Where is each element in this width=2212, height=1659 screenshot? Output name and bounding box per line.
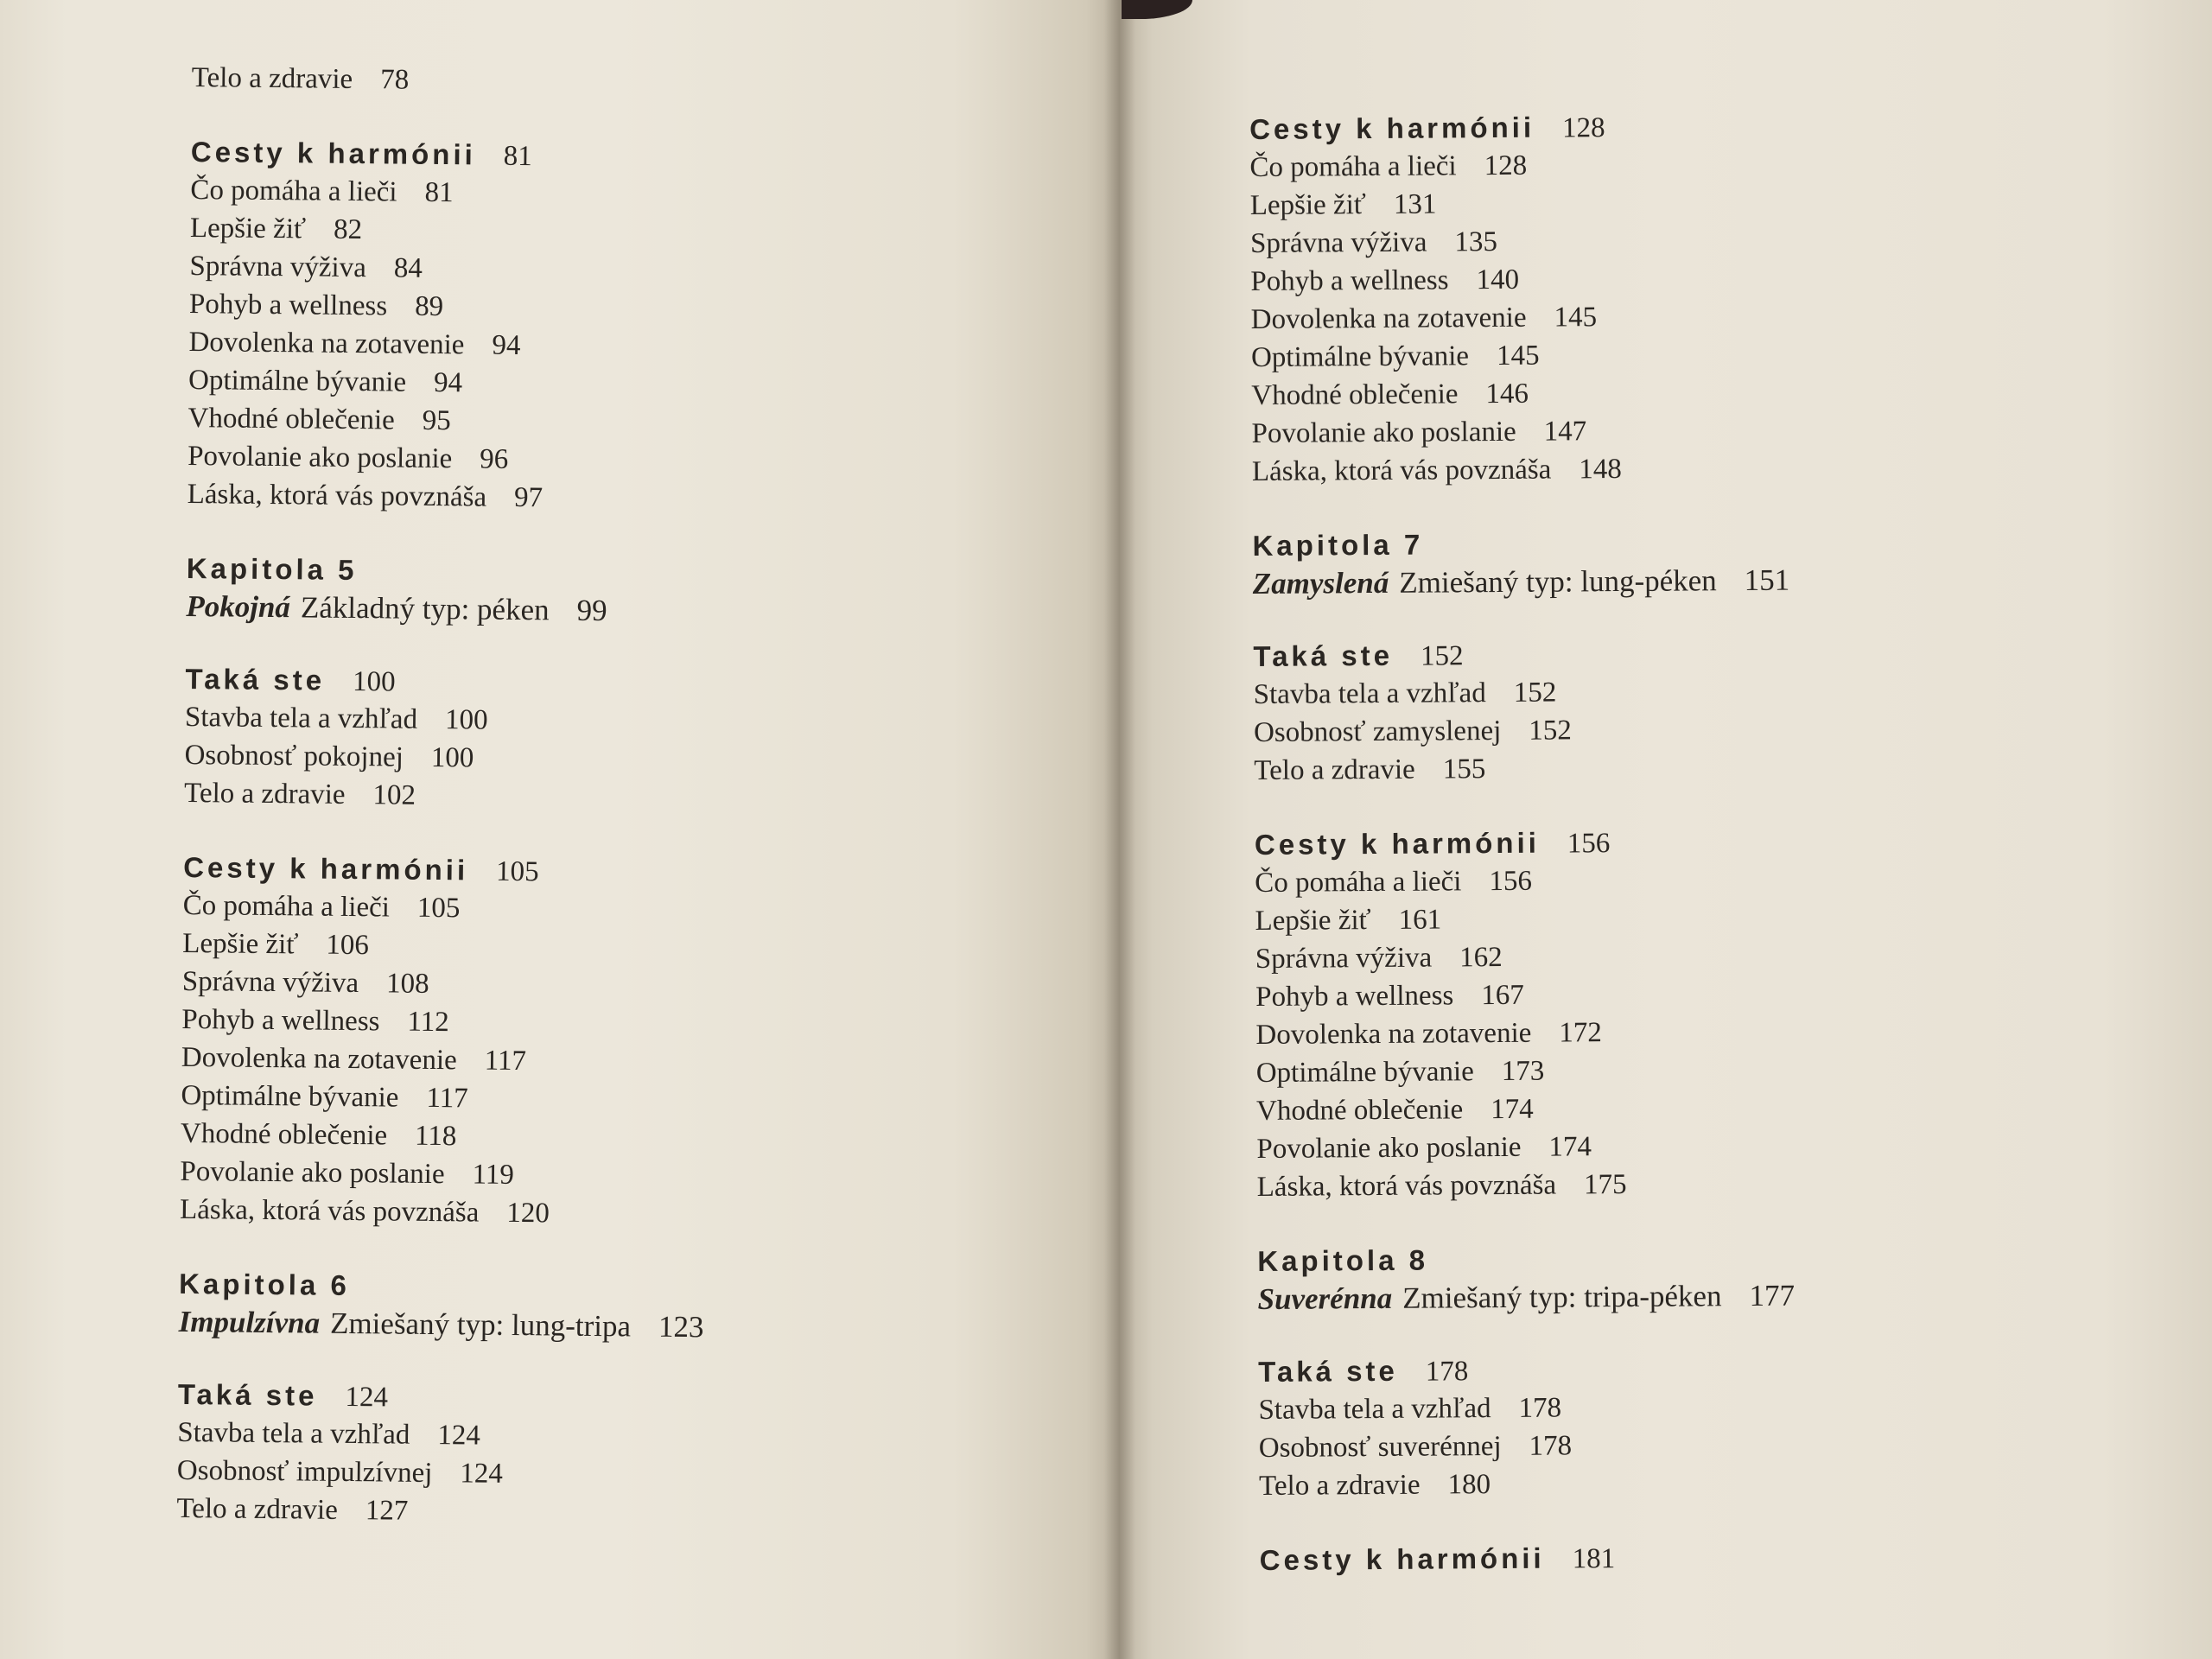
- chapter-heading: [187, 550, 712, 593]
- page-number: 146: [1485, 378, 1529, 410]
- page-number: 156: [1567, 828, 1611, 860]
- chapter-name: Zamyslená: [1252, 565, 1389, 601]
- toc-entry: [1254, 672, 1791, 714]
- toc-entry: [184, 736, 709, 779]
- toc-entry: [1255, 937, 1793, 978]
- toc-entry: [188, 361, 714, 404]
- toc-entry: [181, 1115, 706, 1158]
- entry-text: Čo pomáha a lieči: [190, 174, 397, 208]
- page-number: 100: [430, 741, 474, 774]
- page-number: 106: [326, 929, 370, 962]
- toc-entry: [180, 1153, 705, 1196]
- entry-text: Kapitola 6: [178, 1267, 351, 1301]
- entry-text: Čo pomáha a lieči: [182, 889, 391, 924]
- entry-text: Vhodné oblečenie: [1255, 1094, 1464, 1127]
- page-number: 94: [433, 366, 463, 399]
- entry-text: Taká ste: [1253, 639, 1394, 672]
- entry-text: Vhodné oblečenie: [180, 1117, 388, 1152]
- chapter-heading: [1252, 524, 1789, 565]
- page-number: 178: [1529, 1430, 1573, 1462]
- entry-text: Lepšie žiť: [1249, 189, 1367, 221]
- toc-entry: [188, 323, 714, 366]
- page-number: 96: [480, 443, 509, 475]
- section-heading: [1260, 1538, 1797, 1580]
- entry-text: Láska, ktorá vás povznáša: [187, 478, 487, 513]
- toc-entry: [1252, 449, 1789, 491]
- page-number: 100: [352, 665, 396, 698]
- toc-entry: [181, 1039, 707, 1082]
- page-number: 120: [506, 1197, 550, 1230]
- entry-text: Osobnosť suverénnej: [1258, 1431, 1502, 1464]
- page-number: 128: [1561, 112, 1605, 144]
- page-number: 124: [345, 1381, 389, 1414]
- entry-text: Dovolenka na zotavenie: [181, 1041, 457, 1077]
- entry-text: Správna výživa: [1249, 226, 1427, 259]
- page-number: 175: [1583, 1168, 1627, 1201]
- chapter-title: [1257, 1277, 1795, 1319]
- page-number: 89: [414, 290, 444, 323]
- toc-entry: [1257, 1165, 1795, 1206]
- entry-text: Láska, ktorá vás povznáša: [179, 1193, 480, 1229]
- entry-text: Povolanie ako poslanie: [180, 1155, 445, 1191]
- page-number: 108: [385, 968, 429, 1000]
- page-number: 156: [1489, 865, 1533, 898]
- page-number: 178: [1518, 1392, 1562, 1424]
- entry-text: Optimálne bývanie: [1250, 340, 1470, 373]
- page-number: 123: [658, 1309, 704, 1344]
- page-number: 102: [372, 779, 416, 811]
- page-number: 135: [1454, 226, 1498, 258]
- entry-text: Kapitola 5: [186, 551, 358, 587]
- toc-entry: [183, 887, 709, 930]
- entry-text: Povolanie ako poslanie: [1251, 416, 1516, 449]
- section-heading: [1258, 1350, 1796, 1391]
- entry-text: Zmiešaný typ: tripa-péken: [1402, 1279, 1722, 1315]
- chapter-name: Suverénna: [1257, 1281, 1393, 1316]
- entry-text: Láska, ktorá vás povznáša: [1256, 1169, 1557, 1203]
- entry-text: Kapitola 8: [1257, 1243, 1429, 1277]
- toc-entry: [192, 59, 717, 102]
- entry-text: Láska, ktorá vás povznáša: [1251, 454, 1552, 487]
- entry-text: Pohyb a wellness: [181, 1003, 380, 1038]
- chapter-title: [1253, 562, 1790, 603]
- page-number: 173: [1501, 1055, 1545, 1087]
- page-number: 140: [1476, 264, 1520, 296]
- right-page: [1120, 0, 2212, 1659]
- entry-text: Dovolenka na zotavenie: [1250, 302, 1527, 335]
- toc-entry: [1258, 1388, 1796, 1429]
- page-number: 174: [1491, 1093, 1534, 1126]
- toc-entry: [190, 209, 715, 252]
- entry-text: Kapitola 7: [1252, 528, 1424, 562]
- toc-entry: [188, 437, 713, 480]
- entry-text: Optimálne bývanie: [1255, 1056, 1474, 1089]
- chapter-heading: [179, 1265, 704, 1308]
- entry-text: Zmiešaný typ: lung-péken: [1399, 563, 1717, 600]
- entry-text: Osobnosť impulzívnej: [176, 1454, 433, 1490]
- page-number: 181: [1572, 1543, 1616, 1575]
- entry-text: Povolanie ako poslanie: [187, 440, 453, 475]
- chapter-name: Impulzívna: [178, 1304, 321, 1340]
- page-number: 131: [1393, 188, 1437, 220]
- toc-entry: [181, 1001, 707, 1044]
- section-heading: [178, 1376, 703, 1419]
- page-number: 161: [1398, 904, 1442, 936]
- entry-text: Cesty k harmónii: [190, 135, 476, 171]
- page-number: 162: [1459, 941, 1503, 974]
- page-number: 177: [1749, 1278, 1796, 1313]
- page-number: 128: [1484, 149, 1528, 182]
- toc-entry: [1255, 861, 1792, 902]
- toc-entry: [176, 1490, 702, 1533]
- page-number: 95: [422, 404, 451, 437]
- toc-entry: [1250, 183, 1788, 225]
- page-number: 172: [1559, 1017, 1602, 1049]
- entry-text: Lepšie žiť: [189, 212, 307, 245]
- entry-text: Základný typ: péken: [300, 590, 550, 627]
- toc-entry: [1251, 411, 1789, 453]
- page-number: 152: [1513, 677, 1557, 709]
- toc-entry: [1251, 297, 1789, 339]
- entry-text: Dovolenka na zotavenie: [188, 326, 465, 361]
- chapter-heading: [1257, 1239, 1795, 1281]
- entry-text: Taká ste: [177, 1377, 318, 1412]
- entry-text: Telo a zdravie: [1254, 753, 1415, 786]
- toc-entry: [184, 774, 709, 817]
- entry-text: Optimálne bývanie: [188, 364, 407, 398]
- toc-entry: [180, 1191, 705, 1234]
- page-number: 152: [1420, 640, 1464, 672]
- toc-entry: [1254, 710, 1791, 752]
- page-number: 99: [576, 593, 607, 628]
- entry-text: Cesty k harmónii: [183, 850, 469, 887]
- entry-text: Zmiešaný typ: lung-tripa: [329, 1306, 632, 1344]
- toc-entry: [1251, 373, 1789, 415]
- left-table-of-contents: [176, 59, 717, 1533]
- toc-entry: [1255, 899, 1792, 940]
- entry-text: Lepšie žiť: [182, 927, 299, 961]
- entry-text: Cesty k harmónii: [1254, 826, 1540, 861]
- page-number: 155: [1442, 753, 1486, 785]
- entry-text: Dovolenka na zotavenie: [1255, 1017, 1532, 1051]
- page-number: 174: [1548, 1131, 1592, 1163]
- entry-text: Pohyb a wellness: [1250, 264, 1449, 297]
- page-number: 94: [492, 329, 521, 362]
- section-heading: [183, 849, 709, 892]
- entry-text: Taká ste: [185, 662, 326, 696]
- page-number: 119: [472, 1159, 515, 1191]
- toc-entry: [177, 1414, 702, 1457]
- page-number: 118: [414, 1120, 457, 1153]
- entry-text: Taká ste: [1258, 1354, 1398, 1388]
- toc-entry: [1250, 259, 1788, 301]
- entry-text: Optimálne bývanie: [181, 1079, 399, 1114]
- page-number: 180: [1447, 1469, 1491, 1501]
- page-number: 82: [333, 213, 363, 246]
- entry-text: Čo pomáha a lieči: [1255, 866, 1462, 899]
- page-number: 148: [1579, 454, 1622, 486]
- toc-entry: [1259, 1464, 1796, 1505]
- page-number: 105: [495, 855, 539, 888]
- page-number: 117: [484, 1045, 527, 1077]
- page-number: 97: [513, 481, 543, 514]
- entry-text: Stavba tela a vzhľad: [184, 701, 418, 735]
- page-number: 100: [444, 704, 488, 736]
- entry-text: Cesty k harmónii: [1249, 111, 1535, 145]
- right-table-of-contents: [1249, 107, 1796, 1580]
- entry-text: Stavba tela a vzhľad: [1253, 677, 1486, 710]
- toc-entry: [189, 247, 715, 290]
- entry-text: Osobnosť zamyslenej: [1253, 715, 1502, 748]
- entry-text: Pohyb a wellness: [188, 288, 388, 322]
- entry-text: Lepšie žiť: [1255, 905, 1371, 937]
- toc-entry: [188, 399, 713, 442]
- page-number: 178: [1425, 1356, 1469, 1388]
- page-number: 124: [460, 1458, 504, 1490]
- toc-entry: [182, 925, 708, 968]
- toc-entry: [181, 1077, 706, 1120]
- toc-entry: [1256, 1051, 1794, 1092]
- toc-entry: [1259, 1426, 1796, 1467]
- entry-text: Stavba tela a vzhľad: [177, 1416, 410, 1451]
- chapter-title: [186, 588, 711, 631]
- page-number: 124: [437, 1420, 481, 1452]
- page-number: 78: [379, 64, 410, 96]
- book-gutter: [1104, 0, 1135, 1659]
- page-number: 81: [424, 176, 454, 209]
- page-number: 105: [416, 892, 461, 925]
- entry-text: Vhodné oblečenie: [188, 402, 395, 436]
- page-number: 117: [426, 1082, 468, 1115]
- chapter-title: [178, 1303, 703, 1346]
- entry-text: Správna výživa: [1255, 942, 1433, 975]
- entry-text: Telo a zdravie: [1258, 1469, 1421, 1502]
- page-number: 152: [1529, 715, 1572, 747]
- toc-entry: [1249, 145, 1787, 187]
- page-number: 81: [503, 140, 532, 173]
- toc-entry: [185, 698, 710, 741]
- entry-text: Vhodné oblečenie: [1251, 378, 1459, 411]
- entry-text: Osobnosť pokojnej: [184, 739, 404, 773]
- entry-text: Telo a zdravie: [183, 777, 346, 810]
- toc-entry: [1250, 221, 1788, 263]
- section-heading: [1253, 634, 1790, 676]
- toc-entry: [1255, 1013, 1793, 1054]
- entry-text: Pohyb a wellness: [1255, 980, 1454, 1013]
- toc-entry: [187, 475, 712, 518]
- section-heading: [191, 133, 716, 176]
- entry-text: Čo pomáha a lieči: [1249, 150, 1457, 183]
- entry-text: Telo a zdravie: [176, 1492, 339, 1526]
- entry-text: Cesty k harmónii: [1259, 1541, 1545, 1576]
- section-heading: [1249, 107, 1787, 149]
- page-number: 151: [1744, 563, 1790, 598]
- toc-entry: [190, 171, 715, 214]
- chapter-name: Pokojná: [186, 588, 291, 625]
- toc-entry: [1256, 1089, 1794, 1130]
- page-number: 167: [1481, 979, 1524, 1012]
- toc-entry: [182, 963, 708, 1006]
- page-number: 112: [407, 1006, 449, 1039]
- entry-text: Povolanie ako poslanie: [1256, 1131, 1522, 1165]
- section-heading: [185, 660, 710, 703]
- page-number: 145: [1496, 340, 1540, 372]
- toc-entry: [1255, 975, 1793, 1016]
- page-number: 127: [365, 1495, 409, 1527]
- page-number: 145: [1554, 302, 1598, 334]
- entry-text: Telo a zdravie: [191, 61, 353, 95]
- toc-entry: [1256, 1127, 1794, 1168]
- toc-entry: [177, 1452, 702, 1495]
- toc-entry: [1251, 335, 1789, 377]
- page-number: 147: [1543, 416, 1587, 448]
- toc-entry: [1254, 748, 1791, 790]
- section-heading: [1255, 823, 1792, 864]
- entry-text: Správna výživa: [189, 250, 367, 284]
- toc-entry: [189, 285, 715, 328]
- entry-text: Správna výživa: [181, 965, 359, 1000]
- entry-text: Stavba tela a vzhľad: [1258, 1393, 1491, 1426]
- page-number: 84: [393, 252, 423, 284]
